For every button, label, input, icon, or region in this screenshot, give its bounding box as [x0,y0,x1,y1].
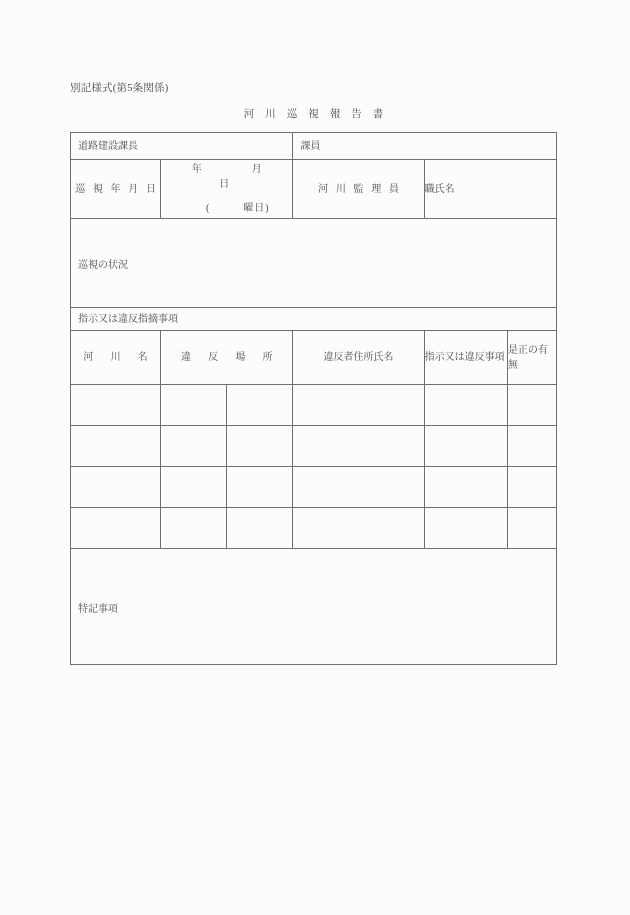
notes-label: 特記事項 [78,603,118,615]
staff-label: 課員 [300,140,321,152]
inspection-date-field[interactable] [161,160,312,219]
notes-cell[interactable] [71,549,557,665]
section-chief-label: 道路建設課長 [78,140,138,152]
inspection-date-label: 巡 視 年 月 日 [71,160,161,219]
cell-place-a[interactable] [161,467,227,508]
cell-corrected[interactable] [507,426,556,467]
river-patrol-report-table [70,132,557,665]
cell-place-a[interactable] [161,385,227,426]
cell-violator-info[interactable] [293,385,424,426]
form-code-label: 別記様式(第5条関係) [70,83,169,94]
violation-column-header-row [71,331,557,385]
cell-instruction[interactable] [424,508,507,549]
table-row [71,508,557,549]
column-header-corrected: 是正の有無 [507,331,556,385]
column-header-river-name: 河 川 名 [71,331,161,385]
cell-instruction[interactable] [424,385,507,426]
inspection-date-row [71,160,557,219]
document-title: 河 川 巡 視 報 告 書 [243,109,388,120]
cell-instruction[interactable] [424,426,507,467]
violation-band-label: 指示又は違反指摘事項 [78,313,178,325]
approval-header-row [71,133,557,160]
cell-place-a[interactable] [161,426,227,467]
cell-corrected[interactable] [507,508,556,549]
patrol-status-cell[interactable] [71,219,557,308]
cell-river-name[interactable] [71,508,161,549]
table-row [71,467,557,508]
inspection-date-line: 年 月 日 [191,164,312,190]
cell-place-b[interactable] [227,385,293,426]
cell-river-name[interactable] [71,385,161,426]
notes-row [71,549,557,665]
column-header-instruction: 指示又は違反事項 [424,331,507,385]
staff-cell[interactable] [293,133,557,160]
inspection-weekday-line: ( 曜日) [205,203,270,214]
inspector-name-label: 職氏名 [424,183,455,195]
cell-place-b[interactable] [227,467,293,508]
cell-corrected[interactable] [507,385,556,426]
inspector-role-label: 河 川 監 理 員 [293,160,424,219]
table-row [71,426,557,467]
cell-violator-info[interactable] [293,508,424,549]
cell-place-b[interactable] [227,508,293,549]
column-header-violation-place: 違 反 場 所 [161,331,293,385]
section-chief-cell[interactable] [71,133,293,160]
cell-violator-info[interactable] [293,426,424,467]
patrol-status-row [71,219,557,308]
inspector-name-cell[interactable] [424,160,556,219]
cell-instruction[interactable] [424,467,507,508]
cell-place-a[interactable] [161,508,227,549]
violation-band-row [71,308,557,331]
cell-corrected[interactable] [507,467,556,508]
cell-place-b[interactable] [227,426,293,467]
table-row [71,385,557,426]
violation-band-cell [71,308,557,331]
cell-violator-info[interactable] [293,467,424,508]
column-header-violator-info: 違反者住所氏名 [293,331,424,385]
cell-river-name[interactable] [71,467,161,508]
cell-river-name[interactable] [71,426,161,467]
patrol-status-label: 巡視の状況 [78,260,128,271]
